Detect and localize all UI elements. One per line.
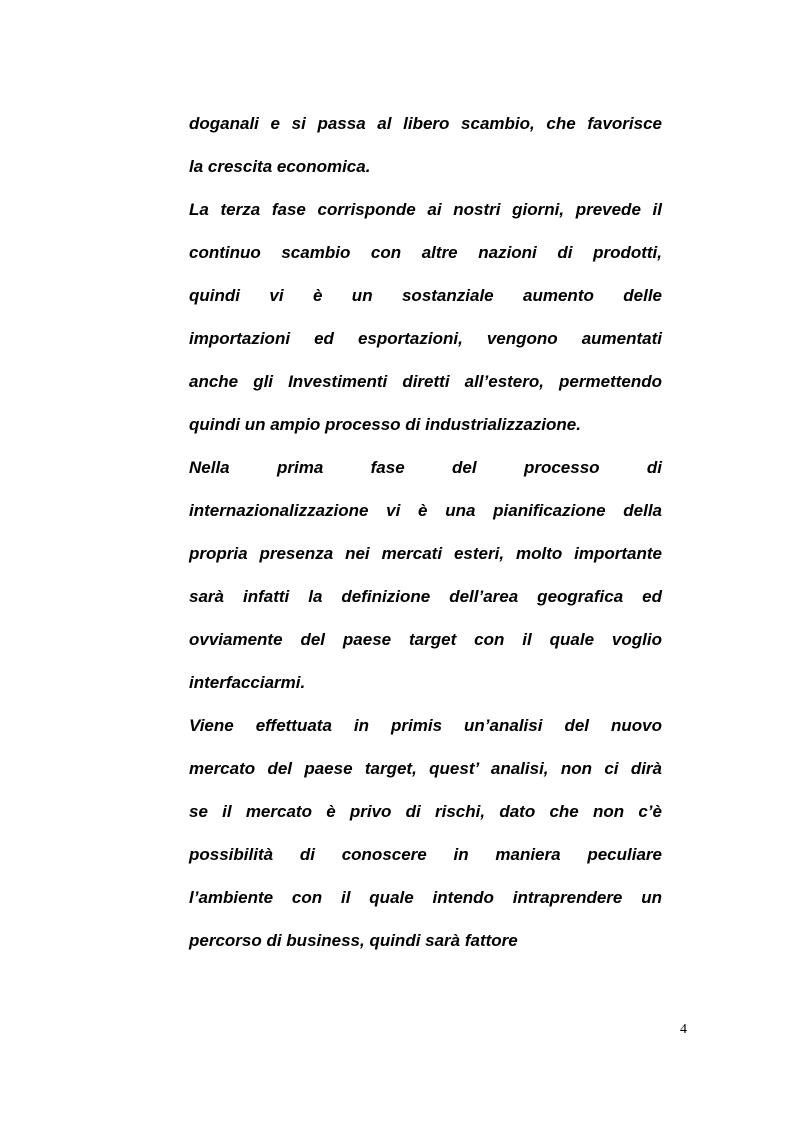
paragraph — [189, 188, 662, 446]
paragraph — [189, 704, 662, 962]
text-line: quindi vi è un sostanziale aumento delle — [189, 286, 662, 305]
text-line: mercato del paese target, quest’ analisi, non ci dirà — [189, 759, 662, 778]
text-line: doganali e si passa al libero scambio, che favorisce — [189, 114, 662, 133]
page-number: 4 — [680, 1022, 687, 1037]
text-line: quindi un ampio processo di industrializzazione. — [189, 415, 581, 434]
body-text — [189, 102, 662, 962]
text-line: Nella prima fase del processo di — [189, 458, 662, 477]
text-line: Viene effettuata in primis un’analisi del nuovo — [189, 716, 662, 735]
text-line: continuo scambio con altre nazioni di prodotti, — [189, 243, 662, 262]
text-line: possibilità di conoscere in maniera peculiare — [189, 845, 662, 864]
text-line: importazioni ed esportazioni, vengono aumentati — [189, 329, 662, 348]
text-line: sarà infatti la definizione dell’area geografica ed — [189, 587, 662, 606]
text-line: se il mercato è privo di rischi, dato che non c’è — [189, 802, 662, 821]
text-line: ovviamente del paese target con il quale voglio — [189, 630, 662, 649]
text-line: interfacciarmi. — [189, 673, 306, 692]
text-line: la crescita economica. — [189, 157, 371, 176]
text-line: l’ambiente con il quale intendo intraprendere un — [189, 888, 662, 907]
text-line: percorso di business, quindi sarà fattore — [189, 931, 518, 950]
text-line: propria presenza nei mercati esteri, molto importante — [189, 544, 662, 563]
text-line: internazionalizzazione vi è una pianificazione della — [189, 501, 662, 520]
text-line: anche gli Investimenti diretti all’estero, permettendo — [189, 372, 662, 391]
paragraph — [189, 446, 662, 704]
paragraph — [189, 102, 662, 188]
text-line: La terza fase corrisponde ai nostri giorni, prevede il — [189, 200, 662, 219]
